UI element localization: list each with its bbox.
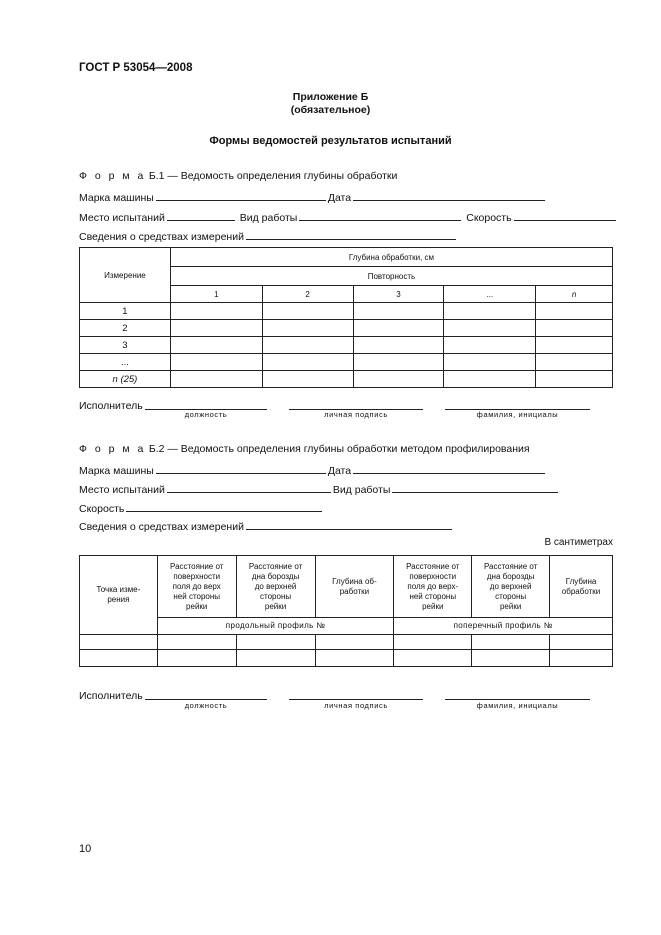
cross-profile-header: поперечный профиль № [394,618,613,635]
table-cell[interactable] [472,650,550,667]
sig2-sign-field[interactable] [289,699,423,700]
table-cell[interactable] [353,354,444,371]
speed-label: Скорость [466,212,512,224]
units-label: В сантиметрах [544,537,613,548]
machine-label: Марка машины [79,192,154,204]
work-label: Вид работы [332,484,391,496]
sig1-cap-name: фамилия, инициалы [476,410,559,419]
table-cell[interactable] [262,320,353,337]
speed-label: Скорость [79,503,125,515]
table-cell[interactable] [550,650,613,667]
date-field[interactable] [353,190,545,201]
signature2-line [79,690,143,702]
table-cell[interactable] [353,371,444,388]
repeat-col-2: 2 [262,286,353,303]
table-cell[interactable] [444,354,536,371]
form2-instruments-line [79,519,454,533]
col-f-header: Глубина обработки [550,556,613,618]
table-cell[interactable] [157,650,236,667]
instruments-field[interactable] [246,229,456,240]
signature1-line [79,400,143,412]
form1-label-spaced: Ф о р м а [79,170,146,182]
speed-field[interactable] [514,210,616,221]
col-a-header: Расстояние от поверхности поля до верх ней стороны рейки [157,556,236,618]
work-field[interactable] [299,210,461,221]
table-cell[interactable] [262,354,353,371]
date-label: Дата [327,192,352,204]
col-point-header: Точка изме- рения [80,556,158,635]
table-cell[interactable] [80,650,158,667]
machine-label: Марка машины [79,465,154,477]
table-cell[interactable] [472,635,550,650]
place-label: Место испытаний [79,212,165,224]
appendix-title: Приложение Б [292,91,369,103]
sig2-cap-name: фамилия, инициалы [476,701,559,710]
col-e-header: Расстояние от дна борозды до верхней стороны рейки [472,556,550,618]
table-row [80,650,613,667]
table-cell[interactable] [157,635,236,650]
table-cell[interactable] [444,371,536,388]
table-cell[interactable] [353,320,444,337]
sig2-name-field[interactable] [445,699,590,700]
row-label: 1 [80,303,171,320]
table-cell[interactable] [262,303,353,320]
repeat-col-3: 3 [353,286,444,303]
table-cell[interactable] [315,650,394,667]
form1-place-line [79,210,618,224]
table-cell[interactable] [444,337,536,354]
place-field[interactable] [167,210,235,221]
work-field[interactable] [392,482,558,493]
instruments-field[interactable] [246,519,452,530]
form1-instruments-line [79,229,458,243]
table-cell[interactable] [236,635,315,650]
sig2-position-field[interactable] [145,699,267,700]
table-cell[interactable] [536,337,613,354]
table-cell[interactable] [170,354,262,371]
col-b-header: Расстояние от дна борозды до верхней стороны рейки [236,556,315,618]
instruments-label: Сведения о средствах измерений [79,231,244,243]
table-cell[interactable] [170,320,262,337]
table-cell[interactable] [80,635,158,650]
long-profile-header: продольный профиль № [157,618,394,635]
form2-label-spaced: Ф о р м а [79,443,146,455]
work-label: Вид работы [239,212,298,224]
table-row [80,337,613,354]
form1-label-rest: Б.1 — Ведомость определения глубины обработки [148,170,398,182]
profile-table [79,555,613,667]
table-cell[interactable] [536,371,613,388]
form2-label-rest: Б.2 — Ведомость определения глубины обработки методом профилирования [148,443,530,455]
date-label: Дата [327,465,352,477]
col-c-header: Глубина об- работки [315,556,394,618]
row-label: 2 [80,320,171,337]
repeat-col-ellipsis: ... [444,286,536,303]
table-cell[interactable] [315,635,394,650]
appendix-status: (обязательное) [290,104,371,116]
sig2-cap-position: должность [184,701,228,710]
table-cell[interactable] [353,303,444,320]
form2-machine-line [79,463,547,477]
form2-place-line [79,482,560,496]
machine-field[interactable] [156,463,326,474]
table-cell[interactable] [170,371,262,388]
executor-label: Исполнитель [79,400,143,412]
sig1-cap-sign: личная подпись [324,410,388,419]
table-cell[interactable] [170,337,262,354]
form2-caption [79,443,530,455]
row-label: n (25) [80,371,171,388]
sig1-cap-position: должность [184,410,228,419]
table-cell[interactable] [262,371,353,388]
col-d-header: Расстояние от поверхности поля до верх- ней стороны рейки [394,556,472,618]
table-cell[interactable] [236,650,315,667]
table-cell[interactable] [550,635,613,650]
place-label: Место испытаний [79,484,165,496]
depth-table [79,247,613,388]
repeat-col-n: n [536,286,613,303]
table-row [80,354,613,371]
sig2-cap-sign: личная подпись [324,701,388,710]
table-cell[interactable] [170,303,262,320]
table-cell[interactable] [394,635,472,650]
page-number: 10 [79,843,92,855]
col-depth-header: Глубина обработки, см [170,248,612,267]
form1-caption [79,170,397,182]
col-repeat-header: Повторность [170,267,612,286]
executor-label: Исполнитель [79,690,143,702]
form1-machine-line [79,190,547,204]
table-row [80,303,613,320]
table-row [80,371,613,388]
standard-header: ГОСТ Р 53054—2008 [79,62,193,74]
page-title: Формы ведомостей результатов испытаний [209,135,452,147]
table-cell[interactable] [536,354,613,371]
table-cell[interactable] [536,303,613,320]
form2-speed-line [79,501,324,515]
table-cell[interactable] [536,320,613,337]
table-cell[interactable] [394,650,472,667]
row-label: 3 [80,337,171,354]
table-cell[interactable] [353,337,444,354]
instruments-label: Сведения о средствах измерений [79,521,244,533]
repeat-col-1: 1 [170,286,262,303]
speed-field[interactable] [126,501,322,512]
table-cell[interactable] [444,303,536,320]
table-row [80,320,613,337]
place-field[interactable] [167,482,331,493]
date-field[interactable] [353,463,545,474]
col-measure-header: Измерение [80,248,171,303]
row-label: ... [80,354,171,371]
table-row [80,635,613,650]
table-cell[interactable] [262,337,353,354]
machine-field[interactable] [156,190,326,201]
table-cell[interactable] [444,320,536,337]
